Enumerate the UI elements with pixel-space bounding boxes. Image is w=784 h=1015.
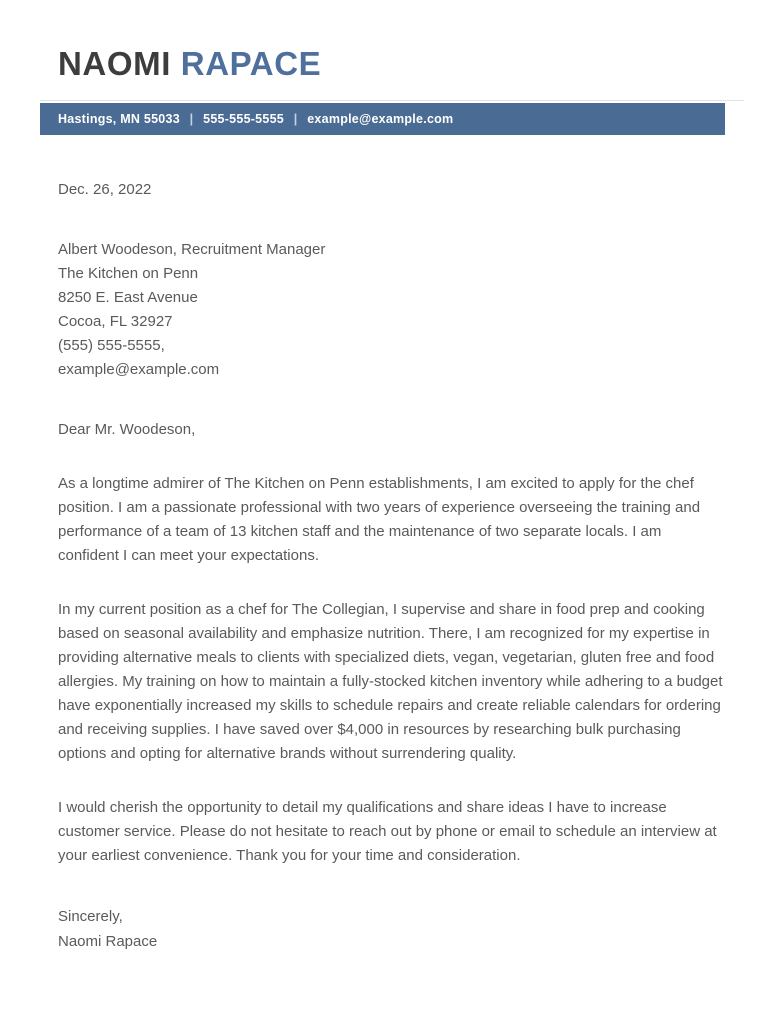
page-title <box>58 44 726 84</box>
body-paragraph: I would cherish the opportunity to detail my qualifications and share ideas I have to increase customer service. Please do not hesitate to reach out by phone or email to schedule an interview at your earliest convenience. Thank you for your time and consideration. <box>58 799 717 864</box>
header-divider <box>40 100 744 101</box>
letter-body <box>0 178 784 954</box>
recipient-line: Cocoa, FL 32927 <box>58 313 173 330</box>
contact-bar-text <box>58 112 453 126</box>
contact-email: example@example.com <box>307 112 454 126</box>
contact-bar <box>40 103 725 135</box>
closing-block <box>58 904 726 954</box>
signature-name: Naomi Rapace <box>58 933 158 950</box>
letter-date: Dec. 26, 2022 <box>58 181 152 198</box>
contact-phone: 555-555-5555 <box>203 112 284 126</box>
contact-location: Hastings, MN 55033 <box>58 112 180 126</box>
recipient-block <box>58 238 726 382</box>
contact-separator-2: | <box>293 112 298 126</box>
body-paragraph: In my current position as a chef for The Collegian, I supervise and share in food prep and cooking based on seasonal availability and emphasize nutrition. There, I am recognized for my expertise in providing alternative meals to clients with specialized diets, vegan, vegetarian, gluten free and food allergies. My training on how to maintain a fully-stocked kitchen inventory while adhering to a budget have exponentially increased my skills to schedule repairs and create reliable calendars for ordering and receiving supplies. I have saved over $4,000 in resources by researching bulk purchasing options and opting for alternative brands without surrendering quality. <box>58 601 723 762</box>
recipient-line: The Kitchen on Penn <box>58 265 199 282</box>
recipient-line: Albert Woodeson, Recruitment Manager <box>58 241 326 258</box>
recipient-line: example@example.com <box>58 361 220 378</box>
letter-header <box>0 0 784 84</box>
contact-separator-1: | <box>189 112 194 126</box>
name-last: RAPACE <box>180 45 322 82</box>
recipient-line: 8250 E. East Avenue <box>58 289 198 306</box>
recipient-line: (555) 555-5555, <box>58 337 165 354</box>
body-paragraph: As a longtime admirer of The Kitchen on Penn establishments, I am excited to apply for the chef position. I am a passionate professional with two years of experience overseeing the training and performance of a team of 13 kitchen staff and the maintenance of two separate locals. I am confident I can meet your expectations. <box>58 475 701 564</box>
name-first: NAOMI <box>58 45 171 82</box>
valediction: Sincerely, <box>58 908 123 925</box>
salutation: Dear Mr. Woodeson, <box>58 421 196 438</box>
